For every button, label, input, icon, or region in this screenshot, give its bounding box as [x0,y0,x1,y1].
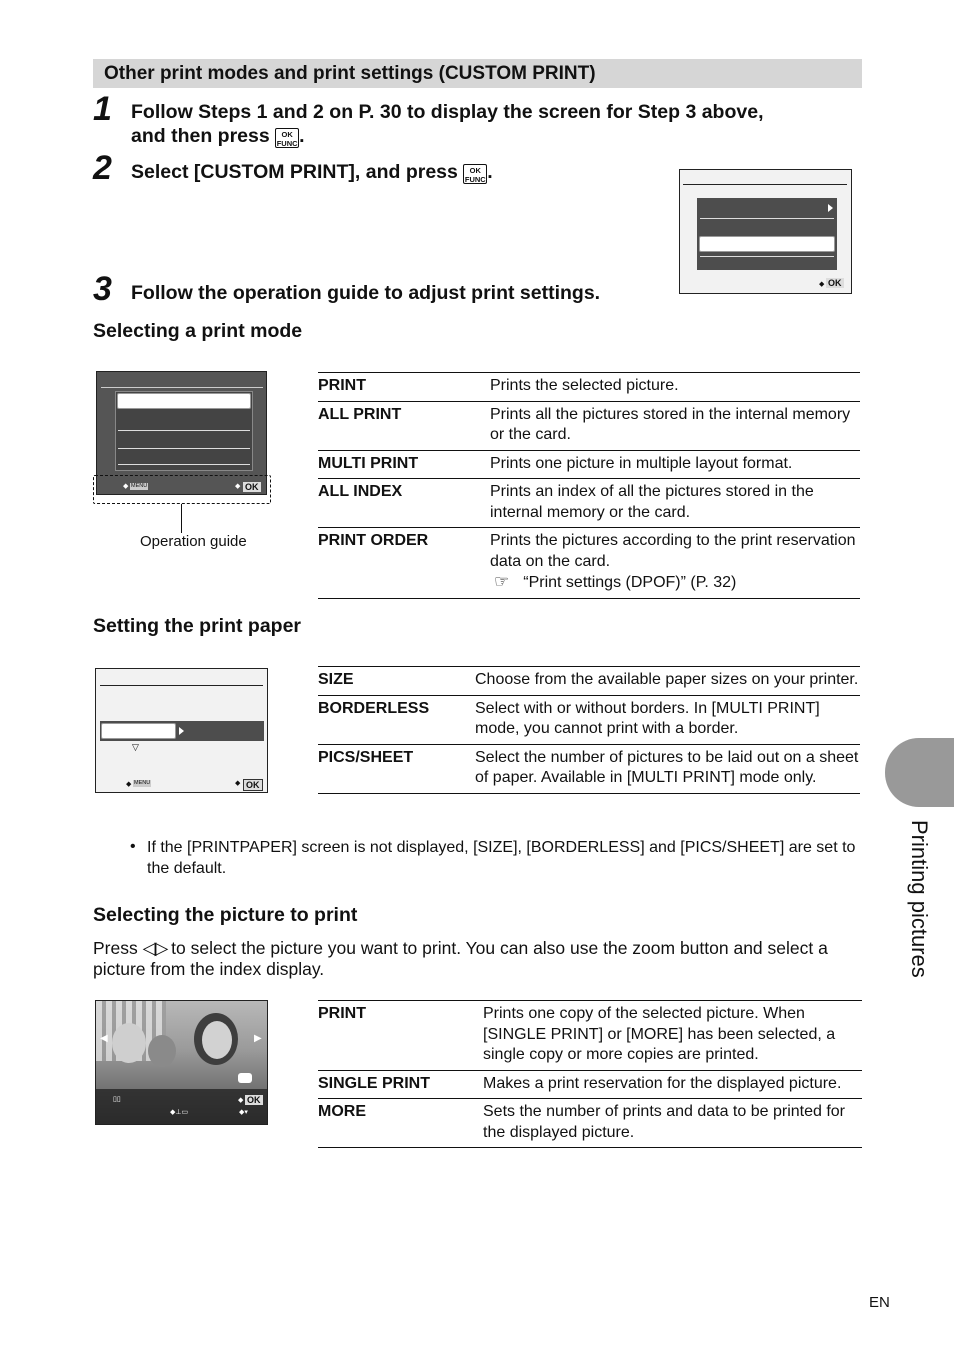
arrow-left-icon[interactable]: ◀ [100,1033,108,1044]
screen-menu-panel [697,198,837,270]
chapter-tab [885,738,954,807]
print-mode-table [318,372,860,599]
table-row: MORE Sets the number of prints and data to be printed for the displayed picture. [318,1099,862,1148]
section-title-bar [93,59,862,88]
step-1-line-2: and then press [131,125,270,147]
screen-highlighted-item [699,236,835,252]
table-row: BORDERLESS Select with or without borders. In [MULTI PRINT] mode, you cannot print with a border. [318,695,860,744]
arrow-right-icon [828,204,833,212]
step-3-number: 3 [93,270,112,308]
ok-func-button-icon: OK FUNC [276,130,298,148]
ok-icon: OK [828,278,842,288]
bullet: • [130,838,136,855]
language-footer: EN [869,1294,890,1311]
reference-icon: ☞ [494,572,510,591]
callout-line [181,504,182,533]
arrow-down-icon: ▽ [132,742,139,752]
single-print-icon [238,1073,252,1083]
step-3-text: Follow the operation guide to adjust print settings. [131,282,601,304]
step-2-text: Select [CUSTOM PRINT], and press OK FUNC. [131,161,493,184]
dpad-icon: ◆ [238,1097,244,1104]
reference-link: “Print settings (DPOF)” (P. 32) [523,574,737,591]
dpad-icon: ◆ [235,483,241,490]
dpad-icon: ◆ [819,281,825,288]
screen-highlighted-item [101,723,176,739]
table-row: SINGLE PRINT Makes a print reservation for the displayed picture. [318,1070,862,1099]
dpad-icon: ◆ [235,780,241,787]
table-row: PRINT Prints one copy of the selected picture. When [SINGLE PRINT] or [MORE] has been selected, a single copy or more copies are printed. [318,1001,862,1071]
index-icon: ▯▯ [113,1096,121,1103]
table-row: MULTI PRINT Prints one picture in multiple layout format. [318,450,860,479]
print-paper-heading: Setting the print paper [93,615,302,637]
dpad-icon: ◆ [126,781,132,788]
print-paper-note: If the [PRINTPAPER] screen is not displayed, [SIZE], [BORDERLESS] and [PICS/SHEET] are set to the default. [147,839,856,877]
custom-print-screen [679,169,852,294]
select-picture-body: Press ◁▷ to select the picture you want to print. You can also use the zoom button and select a picture from the index display. [93,938,828,979]
select-picture-heading: Selecting the picture to print [93,904,358,926]
step-1-text: Follow Steps 1 and 2 on P. 30 to display the screen for Step 3 above, and then press OK FUNC. [131,101,764,148]
ok-icon: OK [245,482,259,492]
select-picture-table [318,1000,862,1148]
left-right-arrow-icon: ◁▷ [142,938,167,958]
table-row: ALL INDEX Prints an index of all the pictures stored in the internal memory or the card. [318,479,860,528]
table-row: PRINT Prints the selected picture. [318,373,860,402]
arrow-right-icon[interactable]: ▶ [254,1033,262,1044]
print-mode-heading: Selecting a print mode [93,320,303,342]
step-2-number: 2 [93,149,112,187]
table-row: PRINT ORDER Prints the pictures according to the print reservation data on the card. ☞ “Print settings (DPOF)” (P. 32) [318,528,860,599]
photo-face [112,1023,146,1063]
menu-icon: MENU [131,483,148,489]
operation-guide-label: Operation guide [140,533,247,550]
print-icon: ◆⊥▭ [170,1109,189,1116]
photo-face [202,1021,232,1059]
picture-preview-screen [95,1000,268,1125]
step-1-number: 1 [93,90,112,128]
ok-icon: OK [243,779,263,791]
table-row: SIZE Choose from the available paper sizes on your printer. [318,667,860,696]
operation-guide-outline [93,475,271,504]
chapter-label: Printing pictures [907,820,932,978]
menu-icon: MENU [134,780,151,786]
dpad-icon: ◆ [123,483,129,490]
step-1-line-1: Follow Steps 1 and 2 on P. 30 to display the screen for Step 3 above, [131,101,764,123]
section-title: Other print modes and print settings (CUSTOM PRINT) [104,63,596,84]
print-paper-screen [95,668,268,793]
screen-highlighted-item [117,393,251,409]
arrow-right-icon [179,727,184,735]
ok-func-button-icon: OK FUNC [464,166,486,184]
table-row: PICS/SHEET Select the number of pictures to be laid out on a sheet of paper. Available in [MULTI PRINT] mode only. [318,744,860,793]
table-row: ALL PRINT Prints all the pictures stored in the internal memory or the card. [318,401,860,450]
print-paper-table [318,666,860,794]
ok-icon: OK [247,1095,261,1105]
photo-face [148,1035,176,1067]
more-icon: ◆▾ [239,1109,248,1116]
